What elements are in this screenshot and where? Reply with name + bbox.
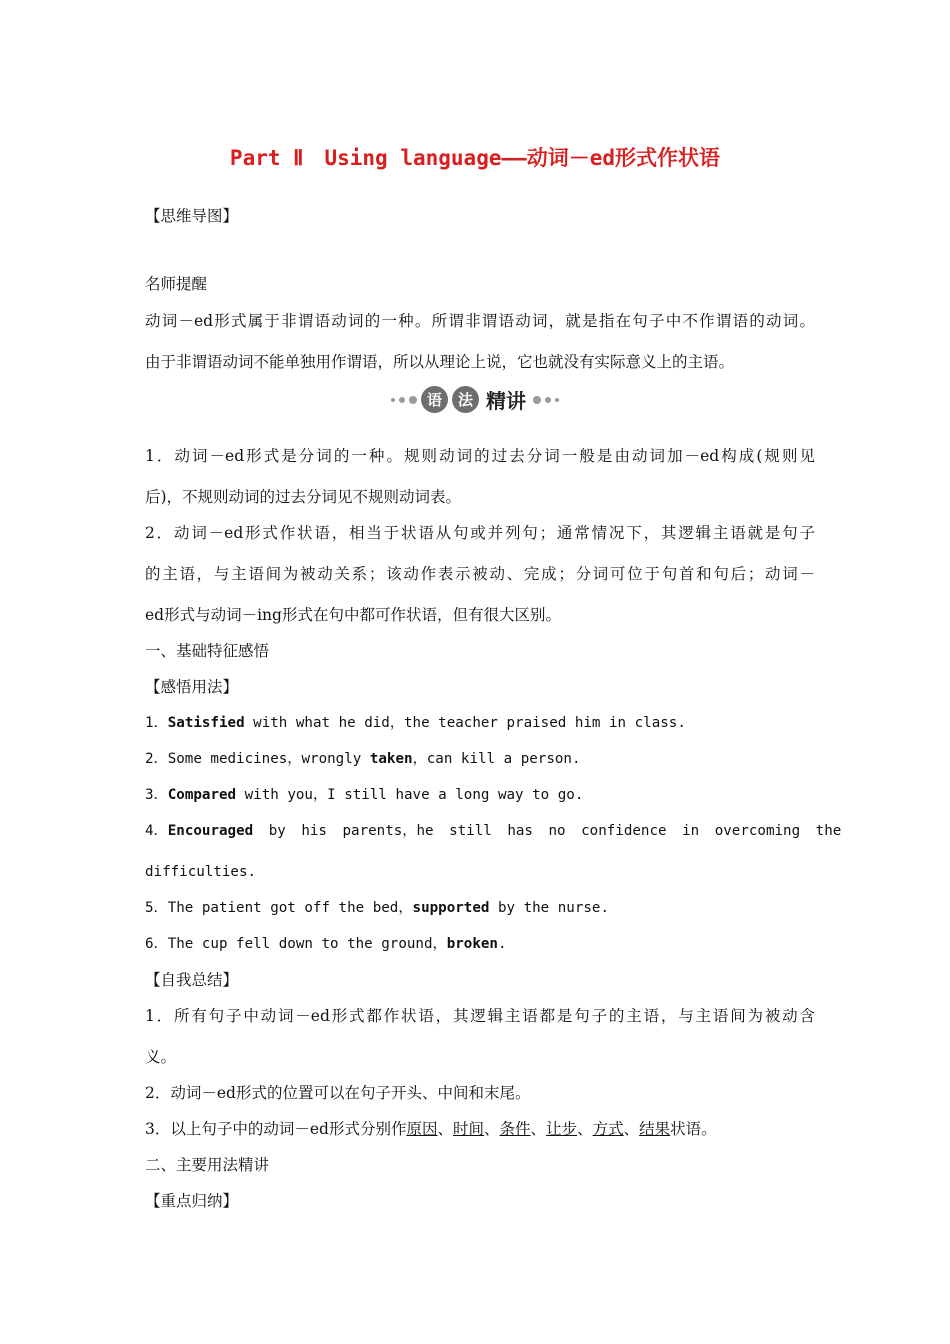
summary-3: 3．以上句子中的动词－ed形式分别作原因、时间、条件、让步、方式、结果状语。: [145, 1120, 717, 1138]
term-reason: 原因: [406, 1120, 438, 1138]
dot-icon: [391, 398, 395, 402]
banner-text: 精讲: [486, 389, 526, 413]
summary-2: 2．动词－ed形式的位置可以在句子开头、中间和末尾。: [145, 1084, 531, 1102]
term-condition: 条件: [499, 1120, 531, 1138]
summary-label: 【自我总结】: [145, 971, 239, 989]
point-1-line-1: 1．动词－ed形式是分词的一种。规则动词的过去分词一般是由动词加－ed构成(规则见: [145, 447, 815, 465]
example-4-continued: difficulties.: [145, 864, 257, 880]
tip-line-1: 动词－ed形式属于非谓语动词的一种。所谓非谓语动词，就是指在句子中不作谓语的动词。: [145, 312, 815, 330]
term-concession: 让步: [546, 1120, 578, 1138]
example-5: 5．The patient got off the bed，supported by the nurse.: [145, 900, 610, 916]
point-2-line-1: 2．动词－ed形式作状语，相当于状语从句或并列句；通常情况下，其逻辑主语就是句子: [145, 524, 815, 542]
banner-circle-2: 法: [452, 386, 479, 413]
term-result: 结果: [639, 1120, 671, 1138]
grammar-banner: [0, 385, 950, 414]
example-4: 4．Encouraged by his parents，he still has no confidence in overcoming the: [145, 823, 842, 839]
example-1: 1．Satisfied with what he did，the teacher praised him in class.: [145, 715, 686, 731]
section-2-heading: 二、主要用法精讲: [145, 1156, 270, 1174]
point-2-line-2: 的主语，与主语间为被动关系；该动作表示被动、完成；分词可位于句首和句后；动词－: [145, 565, 815, 583]
example-3: 3．Compared with you，I still have a long way to go.: [145, 787, 584, 803]
dot-icon: [409, 396, 417, 404]
key-label: 【重点归纳】: [145, 1192, 239, 1210]
summary-1-line-1: 1．所有句子中动词－ed形式都作状语，其逻辑主语都是句子的主语，与主语间为被动含: [145, 1007, 815, 1025]
dot-icon: [555, 398, 559, 402]
term-manner: 方式: [592, 1120, 624, 1138]
example-2: 2．Some medicines，wrongly taken，can kill a person.: [145, 751, 581, 767]
section-1-heading: 一、基础特征感悟: [145, 642, 270, 660]
usage-label: 【感悟用法】: [145, 678, 239, 696]
banner-circle-1: 语: [421, 386, 448, 413]
summary-1-line-2: 义。: [145, 1048, 177, 1066]
tip-line-2: 由于非谓语动词不能单独用作谓语，所以从理论上说，它也就没有实际意义上的主语。: [145, 353, 735, 371]
mind-map-label: 【思维导图】: [145, 207, 239, 225]
page-title: Part Ⅱ Using language——动词－ed形式作状语: [229, 146, 721, 170]
point-1-line-2: 后)，不规则动词的过去分词见不规则动词表。: [145, 488, 462, 506]
dot-icon: [533, 396, 541, 404]
dot-icon: [545, 397, 551, 403]
term-time: 时间: [453, 1120, 485, 1138]
example-6: 6．The cup fell down to the ground，broken.: [145, 936, 507, 952]
tip-heading: 名师提醒: [145, 275, 208, 293]
point-2-line-3: ed形式与动词－ing形式在句中都可作状语，但有很大区别。: [145, 606, 561, 624]
dot-icon: [399, 397, 405, 403]
